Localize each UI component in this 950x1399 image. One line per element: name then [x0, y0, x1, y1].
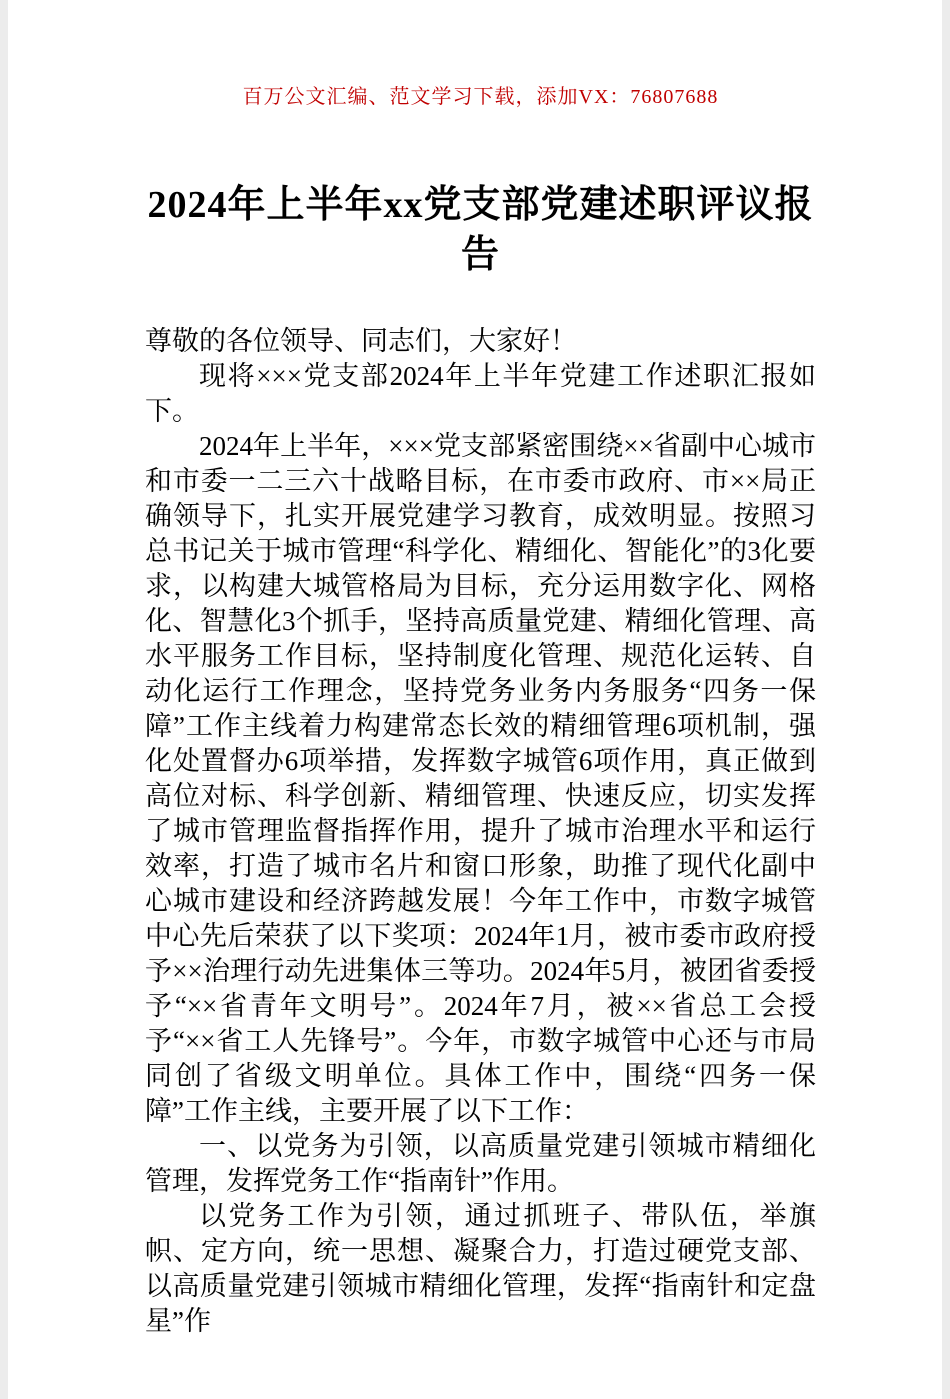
document-title: 2024年上半年xx党支部党建述职评议报告	[147, 184, 814, 276]
document-page	[8, 0, 942, 1399]
paragraph: 以党务工作为引领，通过抓班子、带队伍，举旗帜、定方向，统一思想、凝聚合力，打造过硬党支部、以高质量党建引领城市精细化管理，发挥“指南针和定盘星”作	[145, 1201, 816, 1336]
header-notice: 百万公文汇编、范文学习下载，添加VX：76807688	[242, 86, 719, 108]
paragraph: 一、以党务为引领，以高质量党建引领城市精细化管理，发挥党务工作“指南针”作用。	[145, 1131, 816, 1196]
paragraph: 2024年上半年，×××党支部紧密围绕××省副中心城市和市委一二三六十战略目标，在市委市政府、市××局正确领导下，扎实开展党建学习教育，成效明显。按照习总书记关于城市管理“科学化、精细化、智能化”的3化要求，以构建大城管格局为目标，充分运用数字化、网格化、智慧化3个抓手，坚持高质量党建、精细化管理、高水平服务工作目标，坚持制度化管理、规范化运转、自动化运行工作理念，坚持党务业务内务服务“四务一保障”工作主线着力构建常态长效的精细管理6项机制，强化处置督办6项举措，发挥数字城管6项作用，真正做到高位对标、科学创新、精细管理、快速反应，切实发挥了城市管理监督指挥作用，提升了城市治理水平和运行效率，打造了城市名片和窗口形象，助推了现代化副中心城市建设和经济跨越发展！今年工作中，市数字城管中心先后荣获了以下奖项：2024年1月，被市委市政府授予××治理行动先进集体三等功。2024年5月，被团省委授予“××省青年文明号”。2024年7月，被××省总工会授予“××省工人先锋号”。今年，市数字城管中心还与市局同创了省级文明单位。具体工作中，围绕“四务一保障”工作主线，主要开展了以下工作：	[145, 431, 816, 1126]
paragraph: 尊敬的各位领导、同志们，大家好！	[145, 326, 577, 356]
paragraph: 现将×××党支部2024年上半年党建工作述职汇报如下。	[145, 361, 816, 426]
document-body	[145, 324, 816, 1339]
